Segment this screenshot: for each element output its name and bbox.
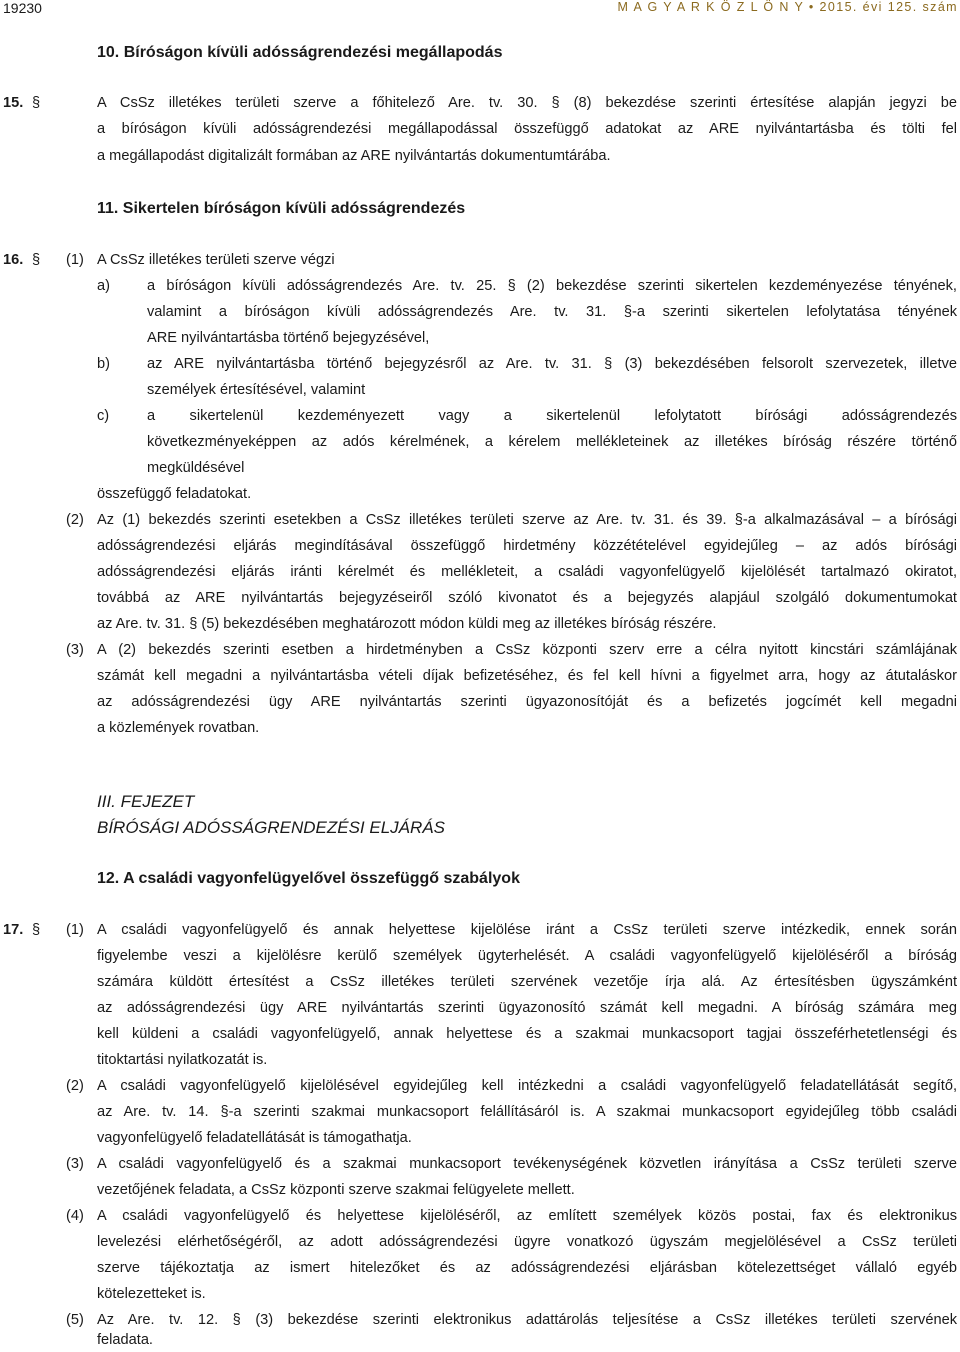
- p16-b-line-2: személyek értesítésével, valamint: [147, 382, 366, 398]
- p16-intro: A CsSz illetékes területi szerve végzi: [97, 252, 335, 268]
- p15-line-1: A CsSz illetékes területi szerve a főhitelező Are. tv. 30. § (8) bekezdése szerinti értesítése alapján jegyzi be: [97, 95, 957, 111]
- section-heading-11: 11. Sikertelen bíróságon kívüli adósságrendezés: [97, 200, 466, 217]
- p17-s3-line-2: vezetőjének feladata, a CsSz központi szerve szakmai felügyelete mellett.: [97, 1182, 575, 1198]
- section-sign: §: [32, 922, 41, 938]
- p17-s1-line-1: A családi vagyonfelügyelő és annak helyettese kijelölése iránt a CsSz területi szerve intézkedik, ennek során: [97, 922, 957, 938]
- subsection-number: (3): [66, 1156, 84, 1172]
- p16-s3-line-3: az adósságrendezési ügy ARE nyilvántartás szerinti ügyazonosítóját és a befizetés jogcímét kell megadni: [97, 694, 957, 710]
- p16-tail: összefüggő feladatokat.: [97, 486, 252, 502]
- subsection-number: (2): [66, 1078, 84, 1094]
- p17-s1-line-3: számára küldött értesítést a CsSz illetékes területi szervének vezetője írja alá. Az értesítésben ügyszámként: [97, 974, 957, 990]
- p15-line-2: a bíróságon kívüli adósságrendezési megállapodással összefüggő adatokat az ARE nyilvántartásba és tölti fel: [97, 121, 957, 137]
- p16-s3-line-4: a közlemények rovatban.: [97, 720, 260, 736]
- chapter-number: III. FEJEZET: [97, 792, 195, 811]
- subsection-number: (5): [66, 1312, 84, 1328]
- p16-s2-line-4: továbbá az ARE nyilvántartás bejegyzéseiről szóló kivonatot és a bejegyzés alapjául szolgáló dokumentumokat: [97, 590, 957, 606]
- item-label-b: b): [97, 356, 110, 372]
- journal-header: M A G Y A R K Ö Z L Ö N Y • 2015. évi 125. szám: [617, 0, 958, 14]
- subsection-number: (1): [66, 922, 84, 938]
- subsection-number: (1): [66, 252, 84, 268]
- p16-a-line-3: ARE nyilvántartásba történő bejegyzésével,: [147, 330, 430, 346]
- p17-s2-line-2: az Are. tv. 14. §-a szerinti szakmai munkacsoport felállításáról is. A szakmai munkacsoport egyidejűleg több családi: [97, 1104, 957, 1120]
- section-heading-10: 10. Bíróságon kívüli adósságrendezési megállapodás: [97, 44, 503, 61]
- p17-s4-line-4: kötelezetteket is.: [97, 1286, 206, 1302]
- p16-s3-line-1: A (2) bekezdés szerinti esetben a hirdetményben a CsSz központi szerv erre a célra nyitott kincstári számlájának: [97, 642, 957, 658]
- subsection-number: (4): [66, 1208, 84, 1224]
- chapter-title: BÍRÓSÁGI ADÓSSÁGRENDEZÉSI ELJÁRÁS: [97, 818, 445, 837]
- p16-s2-line-2: adósságrendezési eljárás megindításával összefüggő hirdetmény közzétételével egyidejűleg – az adós bírósági: [97, 538, 957, 554]
- p16-c-line-2: következményeképpen az adós kérelmének, a kérelem mellékleteinek az illetékes bíróság részére történő: [147, 434, 957, 450]
- page-number: 19230: [3, 0, 42, 16]
- p17-s1-line-2: figyelembe veszi a kijelölésre kerülő személyek ügyterhelését. A családi vagyonfelügyelő kijelöléséről a bíróság: [97, 948, 957, 964]
- p17-s2-line-1: A családi vagyonfelügyelő kijelölésével egyidejűleg kell intézkedni a családi vagyonfelügyelő feladatellátását segítő,: [97, 1078, 957, 1094]
- item-label-a: a): [97, 278, 110, 294]
- p16-a-line-1: a bíróságon kívüli adósságrendezés Are. tv. 25. § (2) bekezdése szerinti sikertelen kezdeményezése tényének,: [147, 278, 957, 294]
- section-heading-12: 12. A családi vagyonfelügyelővel összefüggő szabályok: [97, 870, 520, 887]
- p17-s5-line-1: Az Are. tv. 12. § (3) bekezdése szerinti elektronikus adattárolás teljesítése a CsSz illetékes területi szervének: [97, 1312, 957, 1328]
- p17-s1-line-5: kell küldeni a családi vagyonfelügyelő, annak helyettese és a szakmai munkacsoport tagjai összeférhetetlenségi és: [97, 1026, 957, 1042]
- p17-s4-line-1: A családi vagyonfelügyelő és helyettese kijelöléséről, az említett személyek közös postai, fax és elektronikus: [97, 1208, 957, 1224]
- section-sign: §: [32, 95, 41, 111]
- section-sign: §: [32, 252, 41, 268]
- item-label-c: c): [97, 408, 110, 424]
- p17-s1-line-6: titoktartási nyilatkozatát is.: [97, 1052, 268, 1068]
- p16-s3-line-2: számát kell megadni a nyilvántartásba vételi díjak befizetéséhez, és fel kell hívni a figyelmet arra, hogy az átutaláskor: [97, 668, 957, 684]
- p16-s2-line-3: adósságrendezési eljárás iránti kérelmét és mellékleteit, a családi vagyonfelügyelő kijelölését tartalmazó okiratot,: [97, 564, 957, 580]
- paragraph-number-16: 16.: [3, 252, 24, 268]
- p17-s4-line-2: levelezési elérhetőségéről, az adott adósságrendezési ügyre vonatkozó ügyszám megjelölésével a CsSz területi: [97, 1234, 957, 1250]
- subsection-number: (3): [66, 642, 84, 658]
- p16-s2-line-1: Az (1) bekezdés szerinti esetekben a CsSz illetékes területi szerve az Are. tv. 31. és 39. §-a alkalmazásával – a bírósági: [97, 512, 957, 528]
- p16-c-line-3: megküldésével: [147, 460, 245, 476]
- paragraph-number-17: 17.: [3, 922, 24, 938]
- subsection-number: (2): [66, 512, 84, 528]
- p17-s4-line-3: szerve tájékoztatja az ismert hitelezőket és az adósságrendezési eljárásban kötelezettséget vállaló egyéb: [97, 1260, 957, 1276]
- p16-c-line-1: a sikertelenül kezdeményezett vagy a sikertelenül lefolytatott bírósági adósságrendezés: [147, 408, 957, 424]
- p16-s2-line-5: az Are. tv. 31. § (5) bekezdésében meghatározott módon küldi meg az illetékes bíróság részére.: [97, 616, 717, 632]
- p16-b-line-1: az ARE nyilvántartásba történő bejegyzésről az Are. tv. 31. § (3) bekezdésében felsorolt szervezetek, illetve: [147, 356, 957, 372]
- p17-s2-line-3: vagyonfelügyelő feladatellátását is támogathatja.: [97, 1130, 412, 1146]
- paragraph-number-15: 15.: [3, 95, 24, 111]
- p15-line-3: a megállapodást digitalizált formában az ARE nyilvántartás dokumentumtárába.: [97, 148, 611, 164]
- p17-s5-line-2: feladata.: [97, 1332, 153, 1348]
- p16-a-line-2: valamint a bíróságon kívüli adósságrendezés Are. tv. 31. §-a szerinti sikertelen lefolytatása tényének: [147, 304, 957, 320]
- p17-s3-line-1: A családi vagyonfelügyelő és a szakmai munkacsoport tevékenységének közvetlen irányítása a CsSz területi szerve: [97, 1156, 957, 1172]
- p17-s1-line-4: az adósságrendezési ügy ARE nyilvántartás szerinti ügyazonosító számát kell megadni. A bíróság számára meg: [97, 1000, 957, 1016]
